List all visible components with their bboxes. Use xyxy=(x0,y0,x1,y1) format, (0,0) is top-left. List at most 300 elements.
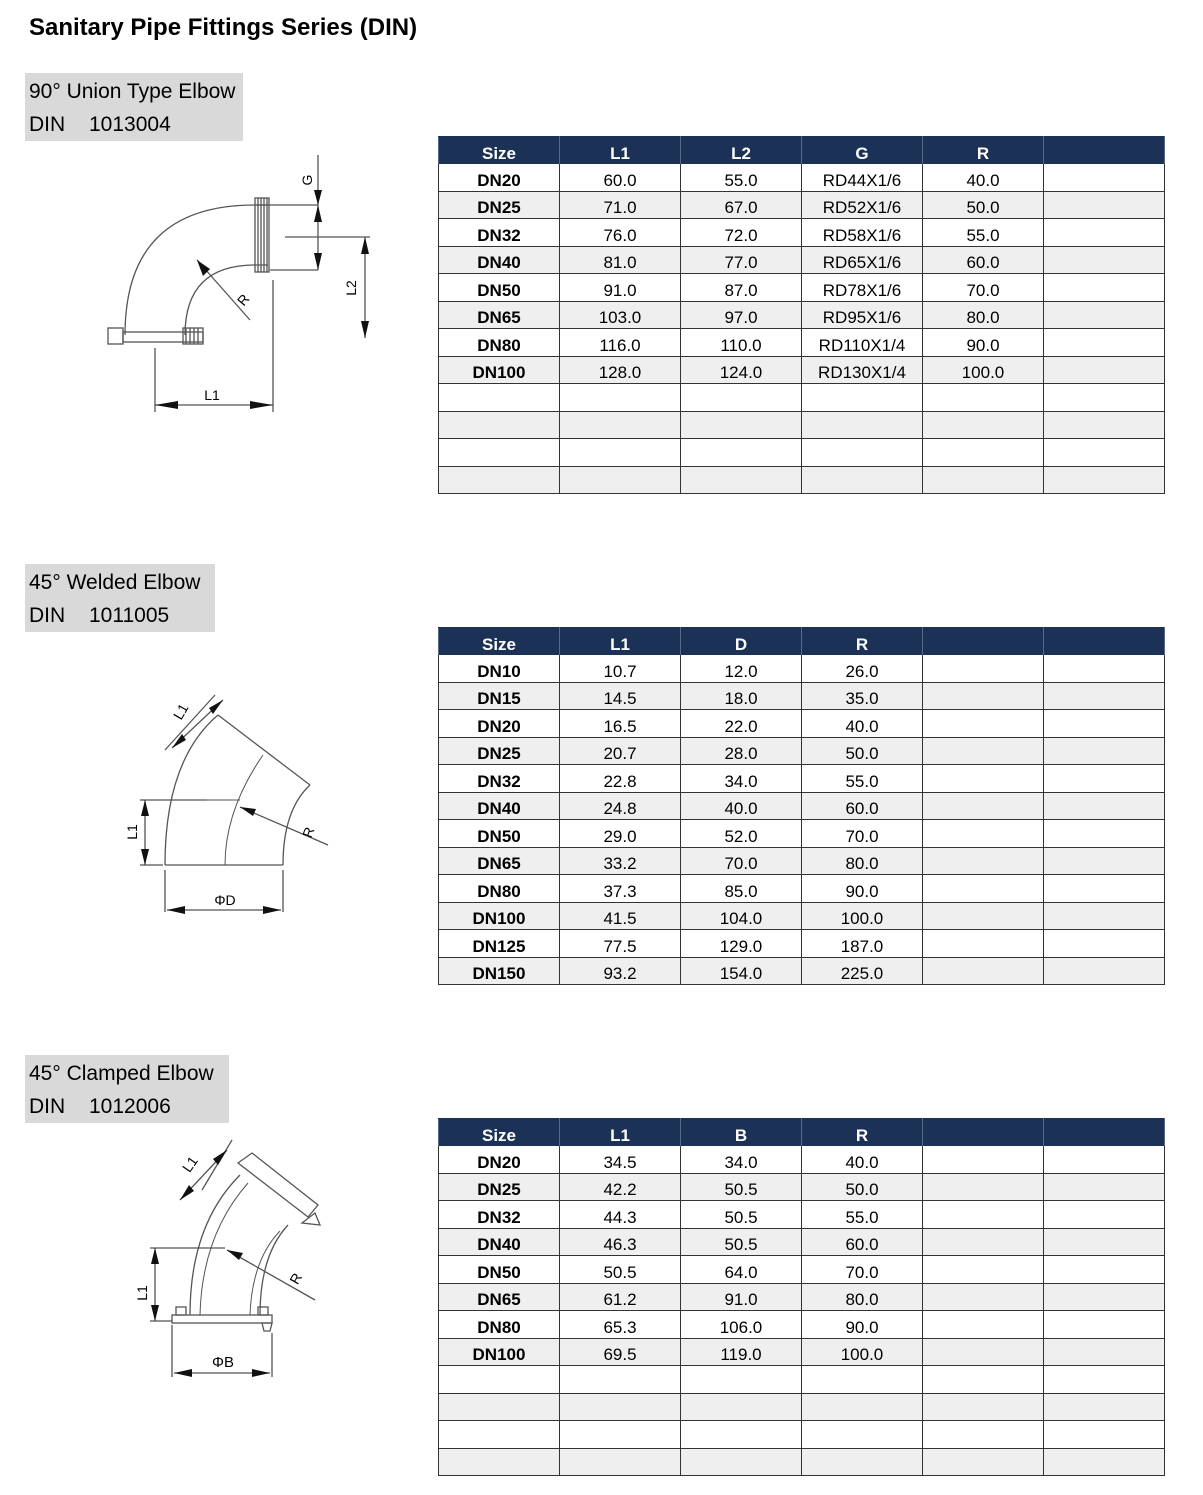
value-cell: 90.0 xyxy=(802,1311,923,1339)
value-cell: 71.0 xyxy=(560,191,681,219)
value-cell: 93.2 xyxy=(560,957,681,985)
value-cell: 50.0 xyxy=(802,1173,923,1201)
value-cell: 70.0 xyxy=(802,820,923,848)
value-cell: RD95X1/6 xyxy=(802,301,923,329)
section-label xyxy=(25,73,243,141)
section-name: 90° Union Type Elbow xyxy=(29,80,236,103)
value-cell: 70.0 xyxy=(923,274,1044,302)
value-cell xyxy=(1044,411,1165,439)
table-row xyxy=(439,902,1165,930)
table-row xyxy=(439,1393,1165,1421)
value-cell xyxy=(923,957,1044,985)
value-cell xyxy=(681,384,802,412)
value-cell xyxy=(1044,930,1165,958)
table-row xyxy=(439,439,1165,467)
value-cell xyxy=(560,466,681,494)
value-cell: 129.0 xyxy=(681,930,802,958)
dim-label-r: R xyxy=(286,1270,306,1287)
dim-label-r: R xyxy=(299,824,318,840)
column-header: Size xyxy=(439,1119,560,1147)
column-header: R xyxy=(802,1119,923,1147)
column-header: L2 xyxy=(681,137,802,165)
value-cell xyxy=(923,1256,1044,1284)
size-cell: DN80 xyxy=(439,1311,560,1339)
table-row xyxy=(439,792,1165,820)
value-cell xyxy=(802,384,923,412)
value-cell xyxy=(923,1393,1044,1421)
value-cell: 106.0 xyxy=(681,1311,802,1339)
value-cell xyxy=(1044,1448,1165,1476)
table-header-row xyxy=(439,1119,1165,1147)
value-cell xyxy=(802,1448,923,1476)
value-cell xyxy=(681,411,802,439)
value-cell: 40.0 xyxy=(802,710,923,738)
value-cell xyxy=(923,1311,1044,1339)
size-cell xyxy=(439,439,560,467)
section-name: 45° Welded Elbow xyxy=(29,571,201,594)
size-cell xyxy=(439,466,560,494)
value-cell xyxy=(560,1366,681,1394)
value-cell: 35.0 xyxy=(802,682,923,710)
value-cell: 50.5 xyxy=(681,1228,802,1256)
value-cell: 12.0 xyxy=(681,655,802,682)
value-cell: 116.0 xyxy=(560,329,681,357)
table-row xyxy=(439,847,1165,875)
column-header: B xyxy=(681,1119,802,1147)
size-cell: DN20 xyxy=(439,710,560,738)
standard-label: DIN xyxy=(29,113,66,136)
value-cell xyxy=(1044,246,1165,274)
value-cell: 110.0 xyxy=(681,329,802,357)
value-cell xyxy=(560,1448,681,1476)
value-cell: 55.0 xyxy=(802,765,923,793)
product-code: 1011005 xyxy=(89,604,170,627)
value-cell xyxy=(802,466,923,494)
value-cell xyxy=(1044,329,1165,357)
dim-label-r: R xyxy=(233,290,253,309)
table-row xyxy=(439,820,1165,848)
value-cell xyxy=(923,847,1044,875)
value-cell xyxy=(923,792,1044,820)
union-elbow-table xyxy=(438,136,1165,494)
value-cell: 34.0 xyxy=(681,765,802,793)
table-row xyxy=(439,737,1165,765)
value-cell: 10.7 xyxy=(560,655,681,682)
value-cell xyxy=(923,930,1044,958)
value-cell xyxy=(802,411,923,439)
size-cell: DN150 xyxy=(439,957,560,985)
table-row xyxy=(439,682,1165,710)
value-cell xyxy=(681,1421,802,1449)
welded-elbow-diagram xyxy=(115,690,345,920)
size-cell: DN125 xyxy=(439,930,560,958)
value-cell xyxy=(923,820,1044,848)
size-cell xyxy=(439,1393,560,1421)
value-cell: RD65X1/6 xyxy=(802,246,923,274)
value-cell xyxy=(802,1421,923,1449)
value-cell xyxy=(923,1228,1044,1256)
value-cell xyxy=(923,1146,1044,1173)
column-header xyxy=(1044,137,1165,165)
value-cell xyxy=(1044,655,1165,682)
value-cell xyxy=(681,1366,802,1394)
value-cell: 80.0 xyxy=(802,1283,923,1311)
value-cell: 90.0 xyxy=(802,875,923,903)
value-cell: 34.0 xyxy=(681,1146,802,1173)
value-cell: 44.3 xyxy=(560,1201,681,1229)
size-cell: DN50 xyxy=(439,1256,560,1284)
value-cell: 18.0 xyxy=(681,682,802,710)
dim-label-b: ΦB xyxy=(212,1354,234,1371)
value-cell: 26.0 xyxy=(802,655,923,682)
value-cell: 50.0 xyxy=(923,191,1044,219)
value-cell xyxy=(923,384,1044,412)
value-cell: 50.5 xyxy=(560,1256,681,1284)
value-cell xyxy=(1044,1228,1165,1256)
value-cell xyxy=(1044,710,1165,738)
size-cell: DN10 xyxy=(439,655,560,682)
value-cell: 60.0 xyxy=(923,246,1044,274)
value-cell xyxy=(1044,792,1165,820)
value-cell: 85.0 xyxy=(681,875,802,903)
column-header: R xyxy=(923,137,1044,165)
table-row xyxy=(439,1338,1165,1366)
size-cell: DN80 xyxy=(439,329,560,357)
table-row xyxy=(439,1173,1165,1201)
dim-label-l1: L1 xyxy=(204,387,220,403)
column-header: L1 xyxy=(560,628,681,656)
table-row xyxy=(439,466,1165,494)
size-cell: DN20 xyxy=(439,1146,560,1173)
value-cell xyxy=(923,875,1044,903)
value-cell: 77.5 xyxy=(560,930,681,958)
value-cell xyxy=(1044,384,1165,412)
column-header: Size xyxy=(439,137,560,165)
value-cell xyxy=(560,411,681,439)
value-cell: 29.0 xyxy=(560,820,681,848)
size-cell xyxy=(439,1448,560,1476)
value-cell: 103.0 xyxy=(560,301,681,329)
column-header: L1 xyxy=(560,137,681,165)
value-cell xyxy=(681,1393,802,1421)
welded-elbow-table xyxy=(438,627,1165,985)
product-code: 1013004 xyxy=(89,113,171,136)
value-cell xyxy=(560,1421,681,1449)
dim-label-l2: L2 xyxy=(343,280,359,296)
value-cell: 46.3 xyxy=(560,1228,681,1256)
size-cell: DN65 xyxy=(439,1283,560,1311)
value-cell: 154.0 xyxy=(681,957,802,985)
value-cell xyxy=(923,1421,1044,1449)
value-cell: 72.0 xyxy=(681,219,802,247)
value-cell: 64.0 xyxy=(681,1256,802,1284)
value-cell: 80.0 xyxy=(923,301,1044,329)
clamped-elbow-diagram xyxy=(130,1135,340,1385)
value-cell: 70.0 xyxy=(802,1256,923,1284)
table-row xyxy=(439,1283,1165,1311)
value-cell xyxy=(1044,1256,1165,1284)
value-cell: 97.0 xyxy=(681,301,802,329)
value-cell xyxy=(1044,1421,1165,1449)
dim-label-d: ΦD xyxy=(214,892,236,908)
value-cell: 22.0 xyxy=(681,710,802,738)
dim-label-l1-side: L1 xyxy=(124,824,140,840)
value-cell: 80.0 xyxy=(802,847,923,875)
table-row xyxy=(439,411,1165,439)
table-row xyxy=(439,930,1165,958)
value-cell: 40.0 xyxy=(923,164,1044,191)
value-cell: RD130X1/4 xyxy=(802,356,923,384)
table-row xyxy=(439,957,1165,985)
value-cell: 69.5 xyxy=(560,1338,681,1366)
value-cell xyxy=(1044,466,1165,494)
size-cell: DN50 xyxy=(439,820,560,848)
size-cell: DN65 xyxy=(439,847,560,875)
table-row xyxy=(439,164,1165,191)
column-header: L1 xyxy=(560,1119,681,1147)
value-cell xyxy=(1044,1283,1165,1311)
value-cell: 81.0 xyxy=(560,246,681,274)
value-cell xyxy=(923,1338,1044,1366)
value-cell: 41.5 xyxy=(560,902,681,930)
value-cell xyxy=(923,737,1044,765)
value-cell xyxy=(923,682,1044,710)
column-header: D xyxy=(681,628,802,656)
standard-label: DIN xyxy=(29,604,66,627)
standard-label: DIN xyxy=(29,1095,66,1118)
value-cell xyxy=(1044,847,1165,875)
value-cell xyxy=(923,765,1044,793)
size-cell: DN100 xyxy=(439,356,560,384)
value-cell: 28.0 xyxy=(681,737,802,765)
column-header xyxy=(923,628,1044,656)
value-cell: 124.0 xyxy=(681,356,802,384)
value-cell: 70.0 xyxy=(681,847,802,875)
dim-label-l1-top: L1 xyxy=(178,1153,201,1176)
value-cell: 91.0 xyxy=(560,274,681,302)
value-cell xyxy=(1044,439,1165,467)
size-cell: DN25 xyxy=(439,191,560,219)
value-cell: 77.0 xyxy=(681,246,802,274)
column-header: Size xyxy=(439,628,560,656)
table-row xyxy=(439,1146,1165,1173)
size-cell xyxy=(439,1421,560,1449)
value-cell xyxy=(1044,682,1165,710)
value-cell xyxy=(923,710,1044,738)
value-cell: RD44X1/6 xyxy=(802,164,923,191)
value-cell xyxy=(923,1201,1044,1229)
section-label xyxy=(25,1055,229,1123)
value-cell xyxy=(1044,875,1165,903)
value-cell: 87.0 xyxy=(681,274,802,302)
size-cell: DN32 xyxy=(439,1201,560,1229)
value-cell: 65.3 xyxy=(560,1311,681,1339)
size-cell: DN50 xyxy=(439,274,560,302)
table-header-row xyxy=(439,137,1165,165)
value-cell: 60.0 xyxy=(560,164,681,191)
section-label xyxy=(25,564,215,632)
value-cell: 52.0 xyxy=(681,820,802,848)
value-cell xyxy=(802,1366,923,1394)
value-cell: 60.0 xyxy=(802,1228,923,1256)
size-cell xyxy=(439,384,560,412)
value-cell: 34.5 xyxy=(560,1146,681,1173)
size-cell: DN25 xyxy=(439,1173,560,1201)
column-header: G xyxy=(802,137,923,165)
table-row xyxy=(439,384,1165,412)
table-row xyxy=(439,329,1165,357)
value-cell xyxy=(923,1283,1044,1311)
value-cell: 55.0 xyxy=(681,164,802,191)
value-cell: 61.2 xyxy=(560,1283,681,1311)
table-row xyxy=(439,1421,1165,1449)
value-cell: RD52X1/6 xyxy=(802,191,923,219)
value-cell xyxy=(1044,191,1165,219)
value-cell xyxy=(923,655,1044,682)
value-cell: 104.0 xyxy=(681,902,802,930)
value-cell: 91.0 xyxy=(681,1283,802,1311)
table-header-row xyxy=(439,628,1165,656)
value-cell: 50.5 xyxy=(681,1173,802,1201)
value-cell xyxy=(1044,219,1165,247)
value-cell xyxy=(923,902,1044,930)
value-cell xyxy=(1044,1366,1165,1394)
dim-label-l1-side: L1 xyxy=(134,1285,150,1301)
size-cell: DN40 xyxy=(439,1228,560,1256)
value-cell xyxy=(1044,164,1165,191)
value-cell: 100.0 xyxy=(923,356,1044,384)
clamped-elbow-table xyxy=(438,1118,1165,1476)
product-code: 1012006 xyxy=(89,1095,171,1118)
value-cell: 37.3 xyxy=(560,875,681,903)
value-cell xyxy=(923,1173,1044,1201)
size-cell: DN20 xyxy=(439,164,560,191)
value-cell xyxy=(1044,356,1165,384)
size-cell xyxy=(439,411,560,439)
column-header: R xyxy=(802,628,923,656)
size-cell: DN100 xyxy=(439,1338,560,1366)
column-header xyxy=(1044,1119,1165,1147)
value-cell: 187.0 xyxy=(802,930,923,958)
size-cell: DN15 xyxy=(439,682,560,710)
size-cell: DN80 xyxy=(439,875,560,903)
size-cell: DN100 xyxy=(439,902,560,930)
table-row xyxy=(439,655,1165,682)
value-cell xyxy=(802,439,923,467)
table-row xyxy=(439,356,1165,384)
value-cell: 60.0 xyxy=(802,792,923,820)
value-cell xyxy=(1044,902,1165,930)
size-cell: DN32 xyxy=(439,765,560,793)
value-cell xyxy=(681,1448,802,1476)
value-cell xyxy=(1044,957,1165,985)
value-cell xyxy=(681,439,802,467)
value-cell: 16.5 xyxy=(560,710,681,738)
table-row xyxy=(439,1201,1165,1229)
value-cell: RD78X1/6 xyxy=(802,274,923,302)
union-elbow-diagram xyxy=(100,150,390,420)
value-cell: RD58X1/6 xyxy=(802,219,923,247)
value-cell xyxy=(923,1366,1044,1394)
value-cell xyxy=(1044,1338,1165,1366)
table-row xyxy=(439,875,1165,903)
table-row xyxy=(439,1228,1165,1256)
size-cell: DN40 xyxy=(439,792,560,820)
page-title: Sanitary Pipe Fittings Series (DIN) xyxy=(29,14,418,41)
table-row xyxy=(439,1256,1165,1284)
value-cell: 100.0 xyxy=(802,1338,923,1366)
table-row xyxy=(439,246,1165,274)
value-cell xyxy=(560,1393,681,1421)
table-row xyxy=(439,191,1165,219)
table-row xyxy=(439,710,1165,738)
value-cell: 76.0 xyxy=(560,219,681,247)
value-cell: 55.0 xyxy=(802,1201,923,1229)
value-cell xyxy=(560,384,681,412)
value-cell: 42.2 xyxy=(560,1173,681,1201)
value-cell xyxy=(681,466,802,494)
value-cell xyxy=(1044,1173,1165,1201)
size-cell: DN40 xyxy=(439,246,560,274)
value-cell: 67.0 xyxy=(681,191,802,219)
size-cell: DN65 xyxy=(439,301,560,329)
value-cell xyxy=(1044,274,1165,302)
table-row xyxy=(439,1366,1165,1394)
column-header xyxy=(923,1119,1044,1147)
size-cell: DN25 xyxy=(439,737,560,765)
value-cell xyxy=(1044,1146,1165,1173)
value-cell: 40.0 xyxy=(802,1146,923,1173)
value-cell: 40.0 xyxy=(681,792,802,820)
value-cell: RD110X1/4 xyxy=(802,329,923,357)
table-row xyxy=(439,274,1165,302)
table-row xyxy=(439,301,1165,329)
value-cell xyxy=(1044,765,1165,793)
value-cell xyxy=(560,439,681,467)
value-cell: 90.0 xyxy=(923,329,1044,357)
value-cell: 50.5 xyxy=(681,1201,802,1229)
value-cell: 20.7 xyxy=(560,737,681,765)
value-cell: 24.8 xyxy=(560,792,681,820)
value-cell xyxy=(802,1393,923,1421)
column-header xyxy=(1044,628,1165,656)
size-cell: DN32 xyxy=(439,219,560,247)
value-cell xyxy=(923,439,1044,467)
value-cell xyxy=(1044,737,1165,765)
value-cell: 14.5 xyxy=(560,682,681,710)
value-cell: 33.2 xyxy=(560,847,681,875)
dim-label-g: G xyxy=(299,174,315,186)
table-row xyxy=(439,765,1165,793)
value-cell: 128.0 xyxy=(560,356,681,384)
value-cell: 22.8 xyxy=(560,765,681,793)
table-row xyxy=(439,1311,1165,1339)
value-cell xyxy=(1044,1311,1165,1339)
value-cell xyxy=(923,411,1044,439)
value-cell xyxy=(1044,1201,1165,1229)
value-cell: 225.0 xyxy=(802,957,923,985)
table-row xyxy=(439,1448,1165,1476)
value-cell xyxy=(1044,301,1165,329)
value-cell: 100.0 xyxy=(802,902,923,930)
section-name: 45° Clamped Elbow xyxy=(29,1062,214,1085)
value-cell xyxy=(923,466,1044,494)
value-cell: 119.0 xyxy=(681,1338,802,1366)
value-cell xyxy=(1044,820,1165,848)
value-cell xyxy=(1044,1393,1165,1421)
value-cell: 50.0 xyxy=(802,737,923,765)
value-cell: 55.0 xyxy=(923,219,1044,247)
